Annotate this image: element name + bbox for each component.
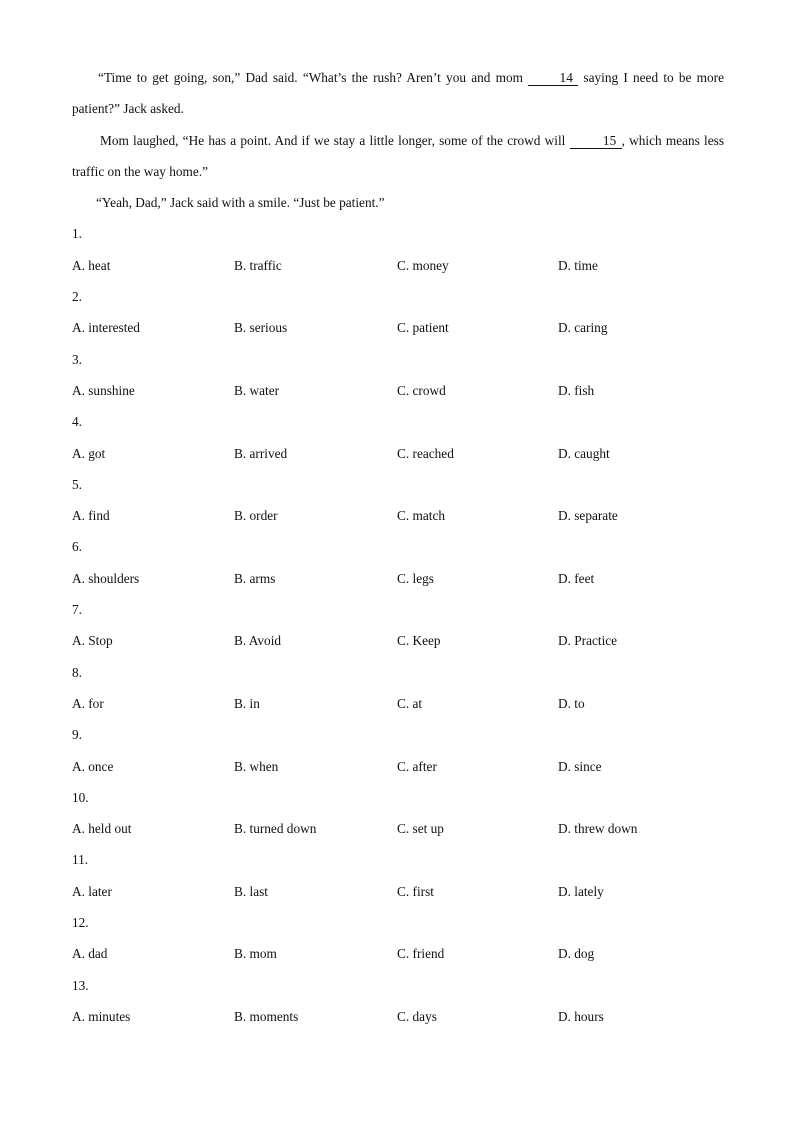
- question-number: 8.: [72, 664, 82, 680]
- question-options: [72, 250, 724, 281]
- question-number: 9.: [72, 727, 82, 743]
- option-d: D. caring: [558, 320, 608, 336]
- option-d: D. lately: [558, 883, 604, 899]
- option-d: D. caught: [558, 445, 610, 461]
- question-number: 3.: [72, 351, 82, 367]
- question-number: 11.: [72, 852, 89, 868]
- question-options: [72, 688, 724, 719]
- option-b: B. order: [234, 508, 278, 524]
- option-c: C. first: [397, 883, 434, 899]
- option-d: D. threw down: [558, 821, 638, 837]
- option-a: A. sunshine: [72, 382, 135, 398]
- question-number: 6.: [72, 539, 82, 555]
- option-a: A. for: [72, 695, 104, 711]
- passage-paragraph-3: [72, 187, 724, 218]
- option-a: A. find: [72, 508, 110, 524]
- option-c: C. Keep: [397, 633, 441, 649]
- question-options: [72, 563, 724, 594]
- question-number: 5.: [72, 476, 82, 492]
- question-number: 13.: [72, 977, 89, 993]
- question-number: 2.: [72, 289, 82, 305]
- option-d: D. since: [558, 758, 602, 774]
- option-a: A. got: [72, 445, 106, 461]
- option-b: B. when: [234, 758, 279, 774]
- option-c: C. days: [397, 1008, 437, 1024]
- option-d: D. dog: [558, 946, 595, 962]
- option-d: D. separate: [558, 508, 618, 524]
- question-options: [72, 312, 724, 343]
- paragraph-3-text: “Yeah, Dad,” Jack said with a smile. “Just be patient.”: [96, 195, 385, 211]
- option-d: D. Practice: [558, 633, 618, 649]
- question-number: 12.: [72, 915, 89, 931]
- option-d: D. to: [558, 695, 585, 711]
- option-b: B. arms: [234, 570, 276, 586]
- blank-15: 15: [570, 134, 622, 149]
- option-d: D. hours: [558, 1008, 604, 1024]
- option-c: C. set up: [397, 821, 444, 837]
- option-b: B. in: [234, 695, 260, 711]
- option-a: A. shoulders: [72, 570, 140, 586]
- option-c: C. money: [397, 257, 449, 273]
- passage-paragraph-2: [72, 125, 724, 188]
- paragraph-2-text-end: , which means less traffic on the way home.”: [72, 132, 724, 179]
- option-b: B. Avoid: [234, 633, 282, 649]
- option-b: B. traffic: [234, 257, 282, 273]
- question-options: [72, 1001, 724, 1032]
- option-a: A. heat: [72, 257, 111, 273]
- option-c: C. crowd: [397, 382, 446, 398]
- question-options: [72, 813, 724, 844]
- option-b: B. arrived: [234, 445, 288, 461]
- option-d: D. feet: [558, 570, 595, 586]
- document-page: [72, 62, 724, 1032]
- option-b: B. turned down: [234, 821, 317, 837]
- option-b: B. last: [234, 883, 268, 899]
- question-options: [72, 500, 724, 531]
- option-a: A. dad: [72, 946, 108, 962]
- option-a: A. once: [72, 758, 114, 774]
- question-options: [72, 938, 724, 969]
- paragraph-1-text-start: “Time to get going, son,” Dad said. “What’s the rush? Aren’t you and mom: [98, 70, 529, 85]
- option-c: C. reached: [397, 445, 454, 461]
- question-options: [72, 625, 724, 656]
- question-options: [72, 438, 724, 469]
- question-list: [72, 218, 724, 1032]
- option-c: C. after: [397, 758, 437, 774]
- option-d: D. fish: [558, 382, 595, 398]
- option-a: A. minutes: [72, 1008, 131, 1024]
- option-b: B. moments: [234, 1008, 299, 1024]
- question-options: [72, 375, 724, 406]
- option-c: C. legs: [397, 570, 434, 586]
- option-a: A. Stop: [72, 633, 113, 649]
- option-c: C. at: [397, 695, 423, 711]
- paragraph-2-text-start: Mom laughed, “He has a point. And if we stay a little longer, some of the crowd will: [100, 132, 570, 148]
- option-b: B. water: [234, 382, 280, 398]
- paragraph-1-text-end: saying I need to be more patient?” Jack asked.: [72, 70, 724, 117]
- option-a: A. held out: [72, 821, 132, 837]
- passage-paragraph-1: [72, 62, 724, 125]
- option-c: C. friend: [397, 946, 445, 962]
- question-options: [72, 751, 724, 782]
- option-a: A. later: [72, 883, 112, 899]
- question-number: 1.: [72, 226, 82, 242]
- question-number: 4.: [72, 414, 82, 430]
- blank-14: 14: [528, 71, 578, 86]
- option-c: C. patient: [397, 320, 449, 336]
- question-number: 10.: [72, 789, 89, 805]
- option-d: D. time: [558, 257, 598, 273]
- question-options: [72, 876, 724, 907]
- question-number: 7.: [72, 602, 82, 618]
- option-a: A. interested: [72, 320, 140, 336]
- option-b: B. mom: [234, 946, 277, 962]
- option-b: B. serious: [234, 320, 288, 336]
- option-c: C. match: [397, 508, 446, 524]
